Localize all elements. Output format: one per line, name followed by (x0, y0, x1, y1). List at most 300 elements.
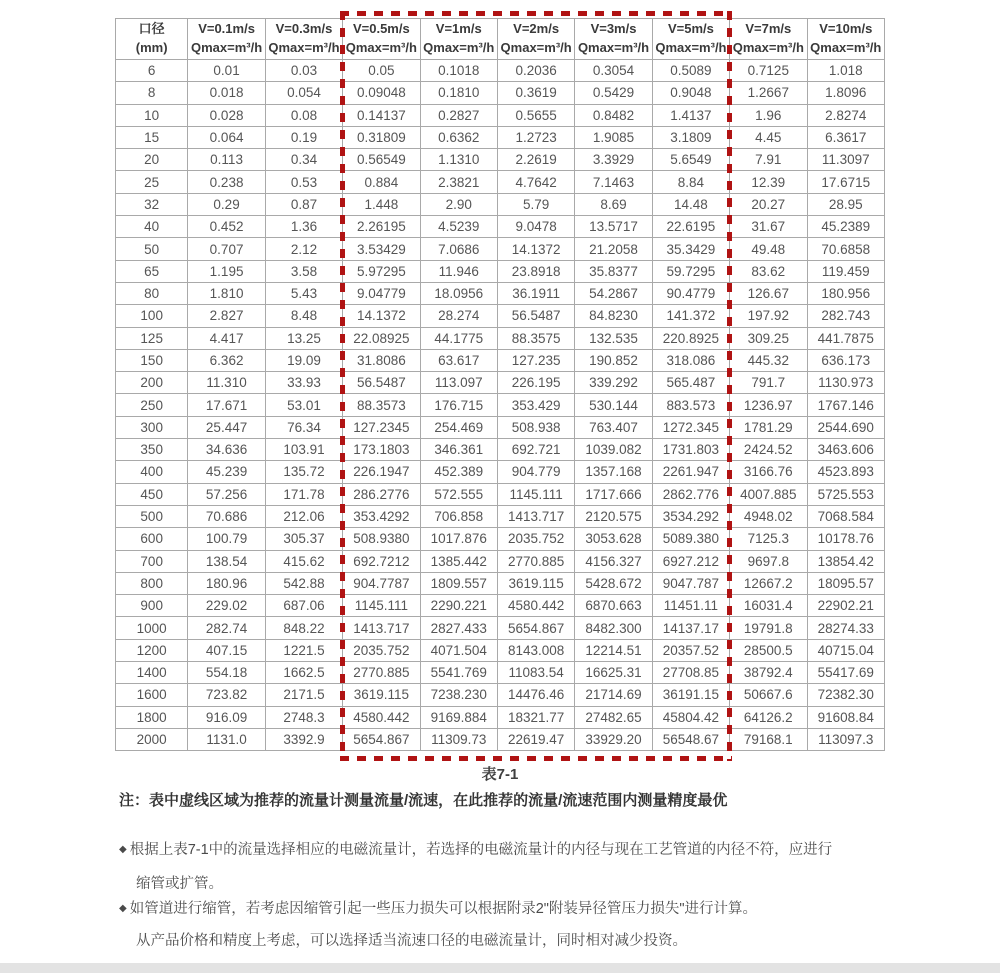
table-cell: 33.93 (265, 372, 342, 394)
table-cell: 1039.082 (575, 439, 652, 461)
table-row (116, 684, 885, 706)
table-cell: 12214.51 (575, 639, 652, 661)
table-cell: 1413.717 (497, 505, 574, 527)
table-cell: 1272.345 (652, 416, 729, 438)
table-cell: 180.96 (188, 572, 265, 594)
table-cell: 3534.292 (652, 505, 729, 527)
table-cell: 7068.584 (807, 505, 885, 527)
table-cell: 103.91 (265, 439, 342, 461)
table-cell: 19.09 (265, 349, 342, 371)
table-cell: 13854.42 (807, 550, 885, 572)
table-cell: 0.87 (265, 193, 342, 215)
table-cell: 5.43 (265, 282, 342, 304)
table-cell: 16031.4 (730, 595, 807, 617)
table-row (116, 282, 885, 304)
table-cell: 7125.3 (730, 528, 807, 550)
table-cell: 180.956 (807, 282, 885, 304)
table-cell: 20.27 (730, 193, 807, 215)
table-cell: 8143.008 (497, 639, 574, 661)
table-cell: 20 (116, 149, 188, 171)
table-cell: 1809.557 (420, 572, 497, 594)
table-cell: 0.5089 (652, 60, 729, 82)
table-cell: 4948.02 (730, 505, 807, 527)
table-cell: 1357.168 (575, 461, 652, 483)
table-row (116, 617, 885, 639)
table-cell: 3.53429 (343, 238, 420, 260)
table-cell: 1385.442 (420, 550, 497, 572)
table-cell: 113097.3 (807, 728, 885, 750)
table-row (116, 104, 885, 126)
table-cell: 10178.76 (807, 528, 885, 550)
table-cell: 3463.606 (807, 439, 885, 461)
table-cell: 572.555 (420, 483, 497, 505)
table-cell: 28.95 (807, 193, 885, 215)
table-cell: 1.195 (188, 260, 265, 282)
table-row (116, 372, 885, 394)
table-cell: 88.3575 (497, 327, 574, 349)
table-cell: 254.469 (420, 416, 497, 438)
diamond-bullet-icon: ◆ (119, 844, 127, 855)
table-cell: 0.018 (188, 82, 265, 104)
table-cell: 791.7 (730, 372, 807, 394)
table-cell: 0.238 (188, 171, 265, 193)
table-cell: 6870.663 (575, 595, 652, 617)
table-cell: 916.09 (188, 706, 265, 728)
table-cell: 904.7787 (343, 572, 420, 594)
table-row (116, 238, 885, 260)
table-cell: 2770.885 (497, 550, 574, 572)
table-cell: 64126.2 (730, 706, 807, 728)
table-cell: 7.0686 (420, 238, 497, 260)
table-cell: 100 (116, 305, 188, 327)
table-cell: 4071.504 (420, 639, 497, 661)
table-cell: 5725.553 (807, 483, 885, 505)
table-cell: 32 (116, 193, 188, 215)
table-cell: 34.636 (188, 439, 265, 461)
table-row (116, 528, 885, 550)
table-cell: 0.29 (188, 193, 265, 215)
table-row (116, 439, 885, 461)
table-cell: 3053.628 (575, 528, 652, 550)
table-cell: 2.2619 (497, 149, 574, 171)
column-header-1: V=0.1m/s Qmax=m³/h (188, 19, 265, 60)
table-cell: 9697.8 (730, 550, 807, 572)
table-cell: 0.7125 (730, 60, 807, 82)
table-cell: 135.72 (265, 461, 342, 483)
table-cell: 4007.885 (730, 483, 807, 505)
table-cell: 4.5239 (420, 216, 497, 238)
table-cell: 56548.67 (652, 728, 729, 750)
table-cell: 441.7875 (807, 327, 885, 349)
table-cell: 0.028 (188, 104, 265, 126)
table-cell: 1145.111 (343, 595, 420, 617)
table-cell: 13.25 (265, 327, 342, 349)
table-cell: 1130.973 (807, 372, 885, 394)
table-cell: 2770.885 (343, 662, 420, 684)
table-cell: 3.58 (265, 260, 342, 282)
table-cell: 636.173 (807, 349, 885, 371)
table-cell: 0.9048 (652, 82, 729, 104)
table-cell: 1.36 (265, 216, 342, 238)
table-row (116, 171, 885, 193)
table-cell: 1600 (116, 684, 188, 706)
table-cell: 4.45 (730, 126, 807, 148)
table-cell: 25.447 (188, 416, 265, 438)
table-cell: 16625.31 (575, 662, 652, 684)
table-cell: 19791.8 (730, 617, 807, 639)
table-cell: 400 (116, 461, 188, 483)
table-row (116, 216, 885, 238)
table-cell: 171.78 (265, 483, 342, 505)
table-cell: 7238.230 (420, 684, 497, 706)
table-cell: 50 (116, 238, 188, 260)
table-cell: 350 (116, 439, 188, 461)
table-cell: 5428.672 (575, 572, 652, 594)
note-paragraph-1-line-1 (119, 838, 832, 859)
recommended-range-dashed-border-bottom (340, 756, 732, 761)
table-cell: 2.90 (420, 193, 497, 215)
table-cell: 100.79 (188, 528, 265, 550)
table-cell: 38792.4 (730, 662, 807, 684)
table-cell: 2171.5 (265, 684, 342, 706)
table-cell: 0.2827 (420, 104, 497, 126)
header-row (116, 19, 885, 60)
table-cell: 3392.9 (265, 728, 342, 750)
table-cell: 36191.15 (652, 684, 729, 706)
diamond-bullet-icon: ◆ (119, 903, 127, 914)
table-cell: 1662.5 (265, 662, 342, 684)
table-cell: 848.22 (265, 617, 342, 639)
table-cell: 445.32 (730, 349, 807, 371)
table-cell: 1400 (116, 662, 188, 684)
table-cell: 450 (116, 483, 188, 505)
table-row (116, 149, 885, 171)
table-cell: 18.0956 (420, 282, 497, 304)
table-row (116, 505, 885, 527)
table-row (116, 595, 885, 617)
column-header-2: V=0.3m/s Qmax=m³/h (265, 19, 342, 60)
table-cell: 8.84 (652, 171, 729, 193)
column-header-7: V=5m/s Qmax=m³/h (652, 19, 729, 60)
table-cell: 15 (116, 126, 188, 148)
table-cell: 27708.85 (652, 662, 729, 684)
table-cell: 723.82 (188, 684, 265, 706)
table-cell: 14137.17 (652, 617, 729, 639)
table-cell: 0.064 (188, 126, 265, 148)
table-cell: 22.6195 (652, 216, 729, 238)
table-cell: 90.4779 (652, 282, 729, 304)
table-row (116, 327, 885, 349)
table-cell: 800 (116, 572, 188, 594)
table-cell: 542.88 (265, 572, 342, 594)
table-cell: 1.4137 (652, 104, 729, 126)
note-paragraph-2-text-1: 如管道进行缩管，若考虑因缩管引起一些压力损失可以根据附录2"附装异径管压力损失"进行计算。 (129, 901, 758, 917)
table-cell: 0.05 (343, 60, 420, 82)
table-cell: 119.459 (807, 260, 885, 282)
table-cell: 6.362 (188, 349, 265, 371)
table-cell: 14.48 (652, 193, 729, 215)
table-cell: 530.144 (575, 394, 652, 416)
table-cell: 18095.57 (807, 572, 885, 594)
table-row (116, 728, 885, 750)
table-row (116, 483, 885, 505)
table-cell: 125 (116, 327, 188, 349)
table-cell: 282.74 (188, 617, 265, 639)
table-cell: 132.535 (575, 327, 652, 349)
table-row (116, 394, 885, 416)
table-cell: 220.8925 (652, 327, 729, 349)
table-cell: 45.239 (188, 461, 265, 483)
table-cell: 84.8230 (575, 305, 652, 327)
table-cell: 0.53 (265, 171, 342, 193)
table-row (116, 349, 885, 371)
table-cell: 197.92 (730, 305, 807, 327)
table-cell: 21.2058 (575, 238, 652, 260)
table-cell: 55417.69 (807, 662, 885, 684)
table-cell: 9.04779 (343, 282, 420, 304)
table-cell: 83.62 (730, 260, 807, 282)
table-cell: 3619.115 (497, 572, 574, 594)
table-cell: 6 (116, 60, 188, 82)
table-cell: 1131.0 (188, 728, 265, 750)
table-cell: 2.12 (265, 238, 342, 260)
note-paragraph-1-text-1: 根据上表7-1中的流量选择相应的电磁流量计，若选择的电磁流量计的内径与现在工艺管道的内径不符，应进行 (129, 842, 833, 858)
table-cell: 0.884 (343, 171, 420, 193)
table-cell: 12667.2 (730, 572, 807, 594)
table-cell: 1413.717 (343, 617, 420, 639)
table-cell: 883.573 (652, 394, 729, 416)
table-cell: 76.34 (265, 416, 342, 438)
table-cell: 8482.300 (575, 617, 652, 639)
table-cell: 2035.752 (343, 639, 420, 661)
table-cell: 33929.20 (575, 728, 652, 750)
note-paragraph-1-line-2: 缩管或扩管。 (136, 876, 223, 892)
table-cell: 4156.327 (575, 550, 652, 572)
table-row (116, 461, 885, 483)
table-cell: 1.810 (188, 282, 265, 304)
table-cell: 200 (116, 372, 188, 394)
table-cell: 6927.212 (652, 550, 729, 572)
table-cell: 1017.876 (420, 528, 497, 550)
table-cell: 700 (116, 550, 188, 572)
table-cell: 600 (116, 528, 188, 550)
table-cell: 1.8096 (807, 82, 885, 104)
table-cell: 45.2389 (807, 216, 885, 238)
table-cell: 9047.787 (652, 572, 729, 594)
table-row (116, 639, 885, 661)
table-cell: 2290.221 (420, 595, 497, 617)
table-row (116, 82, 885, 104)
table-cell: 1221.5 (265, 639, 342, 661)
table-cell: 4580.442 (343, 706, 420, 728)
table-cell: 2.8274 (807, 104, 885, 126)
table-cell: 3166.76 (730, 461, 807, 483)
table-cell: 226.1947 (343, 461, 420, 483)
table-cell: 508.9380 (343, 528, 420, 550)
table-cell: 706.858 (420, 505, 497, 527)
table-cell: 5654.867 (343, 728, 420, 750)
table-cell: 12.39 (730, 171, 807, 193)
column-header-6: V=3m/s Qmax=m³/h (575, 19, 652, 60)
table-cell: 1.96 (730, 104, 807, 126)
column-header-0: 口径 (mm) (116, 19, 188, 60)
table-cell: 0.01 (188, 60, 265, 82)
table-cell: 318.086 (652, 349, 729, 371)
table-cell: 2000 (116, 728, 188, 750)
table-body (116, 60, 885, 751)
table-cell: 5541.769 (420, 662, 497, 684)
table-cell: 28274.33 (807, 617, 885, 639)
table-cell: 25 (116, 171, 188, 193)
table-cell: 0.3054 (575, 60, 652, 82)
table-row (116, 550, 885, 572)
table-cell: 70.686 (188, 505, 265, 527)
table-cell: 0.31809 (343, 126, 420, 148)
table-cell: 0.6362 (420, 126, 497, 148)
column-header-5: V=2m/s Qmax=m³/h (497, 19, 574, 60)
table-cell: 150 (116, 349, 188, 371)
table-row (116, 662, 885, 684)
table-row (116, 126, 885, 148)
table-cell: 500 (116, 505, 188, 527)
table-cell: 0.08 (265, 104, 342, 126)
table-cell: 31.67 (730, 216, 807, 238)
recommended-range-dashed-border-top (340, 11, 732, 16)
table-cell: 2120.575 (575, 505, 652, 527)
table-cell: 0.452 (188, 216, 265, 238)
table-cell: 1000 (116, 617, 188, 639)
table-cell: 80 (116, 282, 188, 304)
table-cell: 127.2345 (343, 416, 420, 438)
table-cell: 11.946 (420, 260, 497, 282)
table-cell: 0.113 (188, 149, 265, 171)
table-cell: 11.3097 (807, 149, 885, 171)
table-cell: 0.5429 (575, 82, 652, 104)
table-cell: 4580.442 (497, 595, 574, 617)
table-cell: 5.6549 (652, 149, 729, 171)
table-cell: 40 (116, 216, 188, 238)
table-row (116, 193, 885, 215)
table-cell: 31.8086 (343, 349, 420, 371)
table-cell: 286.2776 (343, 483, 420, 505)
table-cell: 8 (116, 82, 188, 104)
table-cell: 2748.3 (265, 706, 342, 728)
table-cell: 692.7212 (343, 550, 420, 572)
table-cell: 7.91 (730, 149, 807, 171)
table-cell: 2.3821 (420, 171, 497, 193)
table-cell: 282.743 (807, 305, 885, 327)
table-cell: 40715.04 (807, 639, 885, 661)
table-cell: 88.3573 (343, 394, 420, 416)
table-cell: 904.779 (497, 461, 574, 483)
table-cell: 0.8482 (575, 104, 652, 126)
table-cell: 22902.21 (807, 595, 885, 617)
table-cell: 0.3619 (497, 82, 574, 104)
footer-divider-bar (0, 963, 1000, 973)
table-cell: 0.707 (188, 238, 265, 260)
column-header-4: V=1m/s Qmax=m³/h (420, 19, 497, 60)
table-cell: 5.97295 (343, 260, 420, 282)
table-cell: 0.09048 (343, 82, 420, 104)
table-cell: 173.1803 (343, 439, 420, 461)
table-cell: 346.361 (420, 439, 497, 461)
table-cell: 11309.73 (420, 728, 497, 750)
table-cell: 3.1809 (652, 126, 729, 148)
table-cell: 9.0478 (497, 216, 574, 238)
table-cell: 190.852 (575, 349, 652, 371)
table-cell: 407.15 (188, 639, 265, 661)
table-cell: 11451.11 (652, 595, 729, 617)
table-cell: 2261.947 (652, 461, 729, 483)
table-cell: 5654.867 (497, 617, 574, 639)
table-cell: 2.26195 (343, 216, 420, 238)
column-header-8: V=7m/s Qmax=m³/h (730, 19, 807, 60)
table-cell: 23.8918 (497, 260, 574, 282)
table-cell: 70.6858 (807, 238, 885, 260)
table-cell: 0.054 (265, 82, 342, 104)
table-cell: 72382.30 (807, 684, 885, 706)
table-cell: 20357.52 (652, 639, 729, 661)
table-row (116, 416, 885, 438)
table-cell: 2035.752 (497, 528, 574, 550)
table-cell: 1145.111 (497, 483, 574, 505)
table-cell: 1767.146 (807, 394, 885, 416)
table-cell: 0.5655 (497, 104, 574, 126)
table-cell: 1200 (116, 639, 188, 661)
note-paragraph-2-line-1 (119, 897, 757, 918)
table-cell: 687.06 (265, 595, 342, 617)
table-cell: 1781.29 (730, 416, 807, 438)
table-cell: 1731.803 (652, 439, 729, 461)
table-cell: 250 (116, 394, 188, 416)
table-cell: 28.274 (420, 305, 497, 327)
table-cell: 17.6715 (807, 171, 885, 193)
table-cell: 53.01 (265, 394, 342, 416)
table-cell: 44.1775 (420, 327, 497, 349)
table-cell: 8.69 (575, 193, 652, 215)
table-cell: 508.938 (497, 416, 574, 438)
table-cell: 1.2723 (497, 126, 574, 148)
table-row (116, 305, 885, 327)
table-cell: 0.2036 (497, 60, 574, 82)
table-caption: 表7-1 (481, 766, 519, 783)
table-cell: 0.1810 (420, 82, 497, 104)
table-cell: 5.79 (497, 193, 574, 215)
table-cell: 9169.884 (420, 706, 497, 728)
table-cell: 353.4292 (343, 505, 420, 527)
table-cell: 3.3929 (575, 149, 652, 171)
table-cell: 1.448 (343, 193, 420, 215)
table-cell: 2862.776 (652, 483, 729, 505)
table-cell: 415.62 (265, 550, 342, 572)
table-cell: 452.389 (420, 461, 497, 483)
table-cell: 11.310 (188, 372, 265, 394)
table-cell: 56.5487 (497, 305, 574, 327)
table-cell: 56.5487 (343, 372, 420, 394)
table-cell: 54.2867 (575, 282, 652, 304)
table-cell: 65 (116, 260, 188, 282)
table-cell: 5089.380 (652, 528, 729, 550)
table-cell: 126.67 (730, 282, 807, 304)
table-cell: 0.19 (265, 126, 342, 148)
table-cell: 63.617 (420, 349, 497, 371)
table-cell: 0.14137 (343, 104, 420, 126)
table-cell: 565.487 (652, 372, 729, 394)
table-cell: 2.827 (188, 305, 265, 327)
table-cell: 3619.115 (343, 684, 420, 706)
table-cell: 353.429 (497, 394, 574, 416)
table-cell: 50667.6 (730, 684, 807, 706)
